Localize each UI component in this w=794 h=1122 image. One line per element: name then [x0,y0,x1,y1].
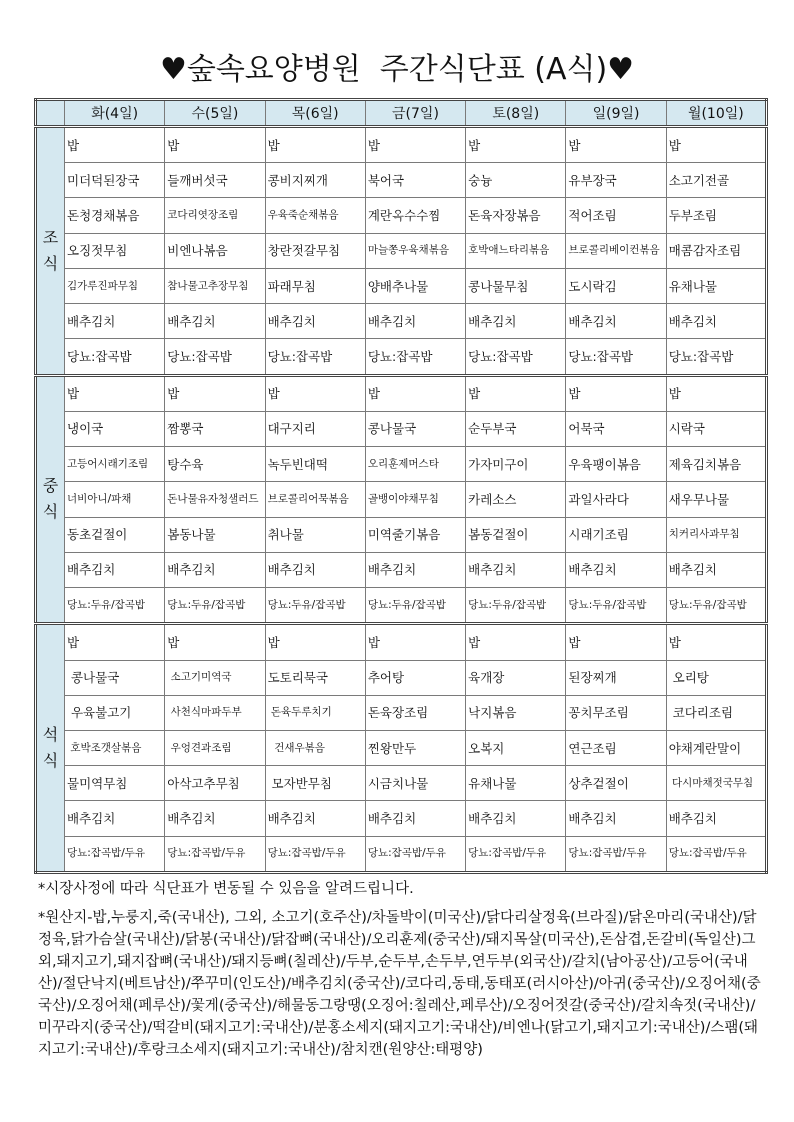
lunch-label: 중 식 [36,375,65,624]
menu-cell: 배추김치 [466,304,566,339]
menu-cell: 들깨버섯국 [165,163,265,198]
menu-cell: 밥 [265,127,365,163]
menu-cell: 브로콜리어묵볶음 [265,482,365,517]
menu-cell: 배추김치 [365,304,465,339]
menu-cell: 배추김치 [365,552,465,587]
lunch-row [36,375,767,411]
day-header: 금(7일) [365,100,465,127]
menu-cell: 밥 [165,375,265,411]
change-notice: *시장사정에 따라 식단표가 변동될 수 있음을 알려드립니다. [38,881,414,897]
menu-cell: 당뇨:두유/잡곡밥 [165,588,265,624]
menu-cell: 골뱅이야채무침 [365,482,465,517]
menu-cell: 시금치나물 [365,766,465,801]
menu-cell: 건새우볶음 [265,730,365,765]
menu-cell: 육개장 [466,660,566,695]
menu-cell: 연근조림 [566,730,666,765]
day-header: 일(9일) [566,100,666,127]
menu-cell: 당뇨:두유/잡곡밥 [666,588,766,624]
breakfast-label: 조 식 [36,127,65,376]
menu-cell: 적어조림 [566,198,666,233]
menu-cell: 배추김치 [265,304,365,339]
breakfast-row [36,163,767,198]
menu-cell: 도토리묵국 [265,660,365,695]
menu-cell: 야채계란말이 [666,730,766,765]
menu-cell: 밥 [466,375,566,411]
menu-cell: 냉이국 [65,411,165,446]
menu-cell: 호박조갯살볶음 [65,730,165,765]
menu-cell: 당뇨:두유/잡곡밥 [65,588,165,624]
dinner-row [36,766,767,801]
menu-cell: 배추김치 [265,552,365,587]
menu-cell: 콩나물국 [365,411,465,446]
menu-cell: 밥 [466,127,566,163]
menu-cell: 찐왕만두 [365,730,465,765]
menu-cell: 당뇨:두유/잡곡밥 [566,588,666,624]
menu-cell: 상추겉절이 [566,766,666,801]
dinner-row [36,695,767,730]
breakfast-row [36,127,767,163]
menu-cell: 배추김치 [65,801,165,836]
day-header: 화(4일) [65,100,165,127]
menu-cell: 밥 [666,375,766,411]
menu-cell: 밥 [65,127,165,163]
menu-cell: 아삭고추무침 [165,766,265,801]
breakfast-row [36,304,767,339]
menu-cell: 꽁치무조림 [566,695,666,730]
dinner-row [36,730,767,765]
menu-cell: 어묵국 [566,411,666,446]
menu-cell: 양배추나물 [365,268,465,303]
menu-cell: 배추김치 [666,552,766,587]
menu-cell: 비엔나볶음 [165,233,265,268]
header-row [36,100,767,127]
menu-cell: 당뇨:잡곡밥 [165,339,265,375]
menu-cell: 콩비지찌개 [265,163,365,198]
menu-cell: 당뇨:잡곡밥 [65,339,165,375]
menu-cell: 당뇨:두유/잡곡밥 [466,588,566,624]
menu-cell: 김가루진파무침 [65,268,165,303]
menu-cell: 밥 [65,624,165,660]
menu-cell: 배추김치 [365,801,465,836]
menu-cell: 배추김치 [65,552,165,587]
menu-cell: 당뇨:두유/잡곡밥 [265,588,365,624]
menu-cell: 시래기조림 [566,517,666,552]
menu-cell: 당뇨:잡곡밥/두유 [466,836,566,872]
menu-cell: 소고기전골 [666,163,766,198]
menu-cell: 유채나물 [666,268,766,303]
corner-cell [36,100,65,127]
lunch-row [36,517,767,552]
menu-cell: 배추김치 [566,552,666,587]
menu-cell: 밥 [365,375,465,411]
menu-cell: 배추김치 [265,801,365,836]
menu-cell: 배추김치 [65,304,165,339]
menu-cell: 과일사라다 [566,482,666,517]
menu-cell: 밥 [466,624,566,660]
menu-cell: 코다리엿장조림 [165,198,265,233]
menu-cell: 녹두빈대떡 [265,447,365,482]
notes [38,878,768,1061]
menu-cell: 창란젓갈무침 [265,233,365,268]
menu-cell: 배추김치 [566,304,666,339]
menu-cell: 밥 [265,375,365,411]
menu-cell: 오복지 [466,730,566,765]
menu-cell: 숭늉 [466,163,566,198]
menu-cell: 당뇨:잡곡밥 [365,339,465,375]
lunch-row [36,552,767,587]
menu-cell: 밥 [165,127,265,163]
breakfast-row [36,198,767,233]
menu-cell: 밥 [666,127,766,163]
menu-cell: 당뇨:잡곡밥/두유 [65,836,165,872]
lunch-row [36,588,767,624]
menu-body [36,127,767,873]
menu-cell: 미역줄기볶음 [365,517,465,552]
menu-cell: 마늘쫑우육채볶음 [365,233,465,268]
menu-cell: 탕수육 [165,447,265,482]
menu-cell: 배추김치 [165,801,265,836]
dinner-label: 석 식 [36,624,65,873]
menu-cell: 밥 [566,624,666,660]
menu-cell: 두부조림 [666,198,766,233]
menu-cell: 배추김치 [566,801,666,836]
menu-cell: 너비아니/파채 [65,482,165,517]
menu-cell: 가자미구이 [466,447,566,482]
lunch-row [36,411,767,446]
menu-cell: 우육불고기 [65,695,165,730]
menu-cell: 배추김치 [165,552,265,587]
menu-cell: 배추김치 [666,304,766,339]
menu-cell: 밥 [265,624,365,660]
menu-cell: 당뇨:잡곡밥 [666,339,766,375]
day-header: 목(6일) [265,100,365,127]
lunch-row [36,482,767,517]
page-title: ♥숲속요양병원 주간식단표 (A식)♥ [159,52,635,87]
menu-cell: 대구지리 [265,411,365,446]
menu-cell: 북어국 [365,163,465,198]
menu-cell: 당뇨:잡곡밥/두유 [566,836,666,872]
menu-cell: 취나물 [265,517,365,552]
menu-cell: 콩나물국 [65,660,165,695]
menu-cell: 유부장국 [566,163,666,198]
breakfast-row [36,268,767,303]
menu-cell: 밥 [566,127,666,163]
day-header: 월(10일) [666,100,766,127]
menu-cell: 호박애느타리볶음 [466,233,566,268]
menu-cell: 밥 [65,375,165,411]
menu-cell: 당뇨:잡곡밥 [265,339,365,375]
menu-cell: 미더덕된장국 [65,163,165,198]
menu-cell: 우육팽이볶음 [566,447,666,482]
day-header: 토(8일) [466,100,566,127]
dinner-row [36,624,767,660]
menu-cell: 돈청경채볶음 [65,198,165,233]
menu-cell: 밥 [666,624,766,660]
menu-cell: 오리훈제머스타 [365,447,465,482]
menu-cell: 유채나물 [466,766,566,801]
menu-cell: 시락국 [666,411,766,446]
menu-cell: 계란옥수수찜 [365,198,465,233]
menu-cell: 브로콜리베이컨볶음 [566,233,666,268]
menu-cell: 밥 [165,624,265,660]
menu-cell: 우육죽순채볶음 [265,198,365,233]
lunch-row [36,447,767,482]
menu-cell: 콩나물무침 [466,268,566,303]
breakfast-row [36,233,767,268]
menu-cell: 물미역무침 [65,766,165,801]
menu-cell: 우엉견과조림 [165,730,265,765]
menu-cell: 다시마채젓국무침 [666,766,766,801]
menu-cell: 코다리조림 [666,695,766,730]
menu-cell: 밥 [365,624,465,660]
menu-cell: 당뇨:잡곡밥 [566,339,666,375]
menu-cell: 당뇨:잡곡밥 [466,339,566,375]
menu-cell: 배추김치 [666,801,766,836]
weekly-menu-table [34,98,768,874]
menu-cell: 돈육두루치기 [265,695,365,730]
dinner-row [36,660,767,695]
menu-cell: 배추김치 [466,552,566,587]
menu-cell: 도시락김 [566,268,666,303]
menu-cell: 돈나물유자청샐러드 [165,482,265,517]
menu-cell: 된장찌개 [566,660,666,695]
menu-cell: 봄동나물 [165,517,265,552]
menu-cell: 동초겉절이 [65,517,165,552]
menu-cell: 파래무침 [265,268,365,303]
breakfast-row [36,339,767,375]
dinner-row [36,801,767,836]
menu-cell: 낙지볶음 [466,695,566,730]
menu-cell: 당뇨:잡곡밥/두유 [666,836,766,872]
menu-cell: 새우무나물 [666,482,766,517]
menu-cell: 돈육자장볶음 [466,198,566,233]
menu-cell: 오리탕 [666,660,766,695]
menu-cell: 카레소스 [466,482,566,517]
menu-cell: 밥 [365,127,465,163]
menu-cell: 배추김치 [466,801,566,836]
menu-cell: 배추김치 [165,304,265,339]
day-header: 수(5일) [165,100,265,127]
menu-cell: 짬뽕국 [165,411,265,446]
menu-cell: 모자반무침 [265,766,365,801]
menu-cell: 소고기미역국 [165,660,265,695]
menu-cell: 봄동겉절이 [466,517,566,552]
menu-cell: 순두부국 [466,411,566,446]
menu-cell: 돈육장조림 [365,695,465,730]
origin-notice: *원산지-밥,누룽지,죽(국내산), 그외, 소고기(호주산)/차돌박이(미국산)/닭다리살정육(브라질)/닭온마리(국내산)/닭정육,닭가슴살(국내산)/닭봉(국내산)/닭잡뼈(국내산)/오리훈제(중국산)/돼지목살(미국산),돈삼겹,돈갈비(독일산)그외,돼지고기,돼지잡뼈(국내산)/돼지등뼈(칠레산)/두부,순두부,손두부,연두부(외국산)/갈치(남아공산)/고등어(국내산)/절단낙지(베트남산)/쭈꾸미(인도산)/배추김치(중국산)/코다리,동태,동태포(러시아산)/아귀(중국산)/오징어채(중국산)/오징어채(페루산)/꽃게(중국산)/해물동그랑땡(오징어:칠레산,페루산)/오징어젓갈(중국산)/갈치속젓(국내산)/미꾸라지(중국산)/떡갈비(돼지고기:국내산)/분홍소세지(돼지고기:국내산)/비엔나(닭고기,돼지고기:국내산)/스팸(돼지고기:국내산)/후랑크소세지(돼지고기:국내산)/참치캔(원양산:태평양) [38,910,761,1058]
menu-cell: 밥 [566,375,666,411]
menu-cell: 제육김치볶음 [666,447,766,482]
menu-cell: 사천식마파두부 [165,695,265,730]
menu-cell: 추어탕 [365,660,465,695]
menu-cell: 매콤감자조림 [666,233,766,268]
menu-cell: 당뇨:두유/잡곡밥 [365,588,465,624]
menu-cell: 당뇨:잡곡밥/두유 [165,836,265,872]
menu-cell: 참나물고추장무침 [165,268,265,303]
menu-cell: 오징젓무침 [65,233,165,268]
dinner-row [36,836,767,872]
menu-cell: 치커리사과무침 [666,517,766,552]
menu-cell: 당뇨:잡곡밥/두유 [265,836,365,872]
menu-cell: 당뇨:잡곡밥/두유 [365,836,465,872]
menu-cell: 고등어시래기조림 [65,447,165,482]
